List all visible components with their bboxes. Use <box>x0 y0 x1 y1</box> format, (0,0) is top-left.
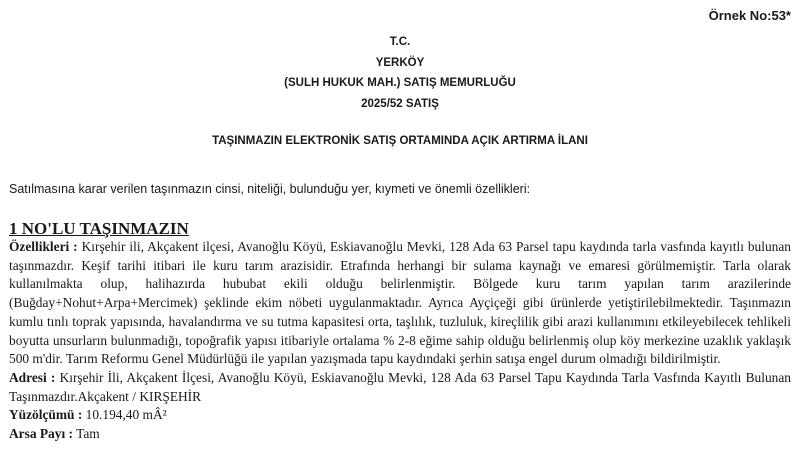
area-label: Yüzölçümü : <box>9 407 83 423</box>
share-label: Arsa Payı : <box>9 426 73 442</box>
property-features <box>9 238 791 369</box>
heading-line-office-name: (SULH HUKUK MAH.) SATIŞ MEMURLUĞU <box>284 77 516 89</box>
features-text: Kırşehir ili, Akçakent ilçesi, Avanoğlu Köyü, Eskiavanoğlu Mevki, 128 Ada 63 Parsel tapu kaydında tarla vasfında kayıtlı bulunan taşınmazdır. Keşif tarihi itibari ile kuru tarım arazisidir. Etrafında herhangi bir sulama kaynağı ve emaresi görülmemiştir. Tarla olarak kullanılmakta olup, halihazırda hububat ekili olduğu belirlenmiştir. Bölgede kuru tarım yapılan tarım arazilerinde (Buğday+Nohut+Arpa+Mercimek) şeklinde ekim nöbeti uygulanmaktadır. Ayrıca Ayçiçeği gibi ürünlerde yetiştirilebilmektedir. Taşınmazın kumlu tınlı toprak yapısında, havalandırma ve su tutma kapasitesi orta, taşlılık, tuzluluk, kireçlilik gibi arazi kullanımını etkileyebilecek tehlikeli boyutta unsurların bulunmadığı, topoğrafik yapısı itibariyle ortalama % 2-8 eğime sahip olduğu belirlenmiş olup köy merkezine uzaklık yaklaşık 500 m'dir. Tarım Reformu Genel Müdürlüğü ile yapılan yazışmada tapu kaydındaki şerhin satışa engel durum olmadığı bildirilmiştir. <box>9 239 792 367</box>
property-title: 1 NO'LU TAŞINMAZIN <box>9 219 189 238</box>
address-label: Adresi : <box>9 369 56 385</box>
heading-line-office-location: YERKÖY <box>375 56 425 69</box>
heading-line-file-number: 2025/52 SATIŞ <box>361 97 439 110</box>
property-details <box>9 238 791 444</box>
share-text: Tam <box>72 426 100 442</box>
heading-line-tc: T.C. <box>389 36 411 48</box>
document-reference-number: Örnek No:53* <box>708 8 791 23</box>
intro-text: Satılmasına karar verilen taşınmazın cinsi, niteliği, bulunduğu yer, kıymeti ve önemli özellikleri: <box>9 182 531 196</box>
property-area <box>9 406 791 425</box>
property-address <box>9 369 791 406</box>
features-label: Özellikleri : <box>9 239 78 254</box>
address-text: Kırşehir İli, Akçakent İlçesi, Avanoğlu Köyü, Eskiavanoğlu Mevki, 128 Ada 63 Parsel Tapu Kaydında Tarla Vasfında Kayıtlı Bulunan Taşınmazdır.Akçakent / KIRŞEHİR <box>9 369 791 404</box>
notice-title: TAŞINMAZIN ELEKTRONİK SATIŞ ORTAMINDA AÇIK ARTIRMA İLANI <box>212 135 588 147</box>
property-share <box>9 425 791 444</box>
area-text: 10.194,40 mÂ² <box>82 407 167 423</box>
document-heading <box>0 32 800 114</box>
